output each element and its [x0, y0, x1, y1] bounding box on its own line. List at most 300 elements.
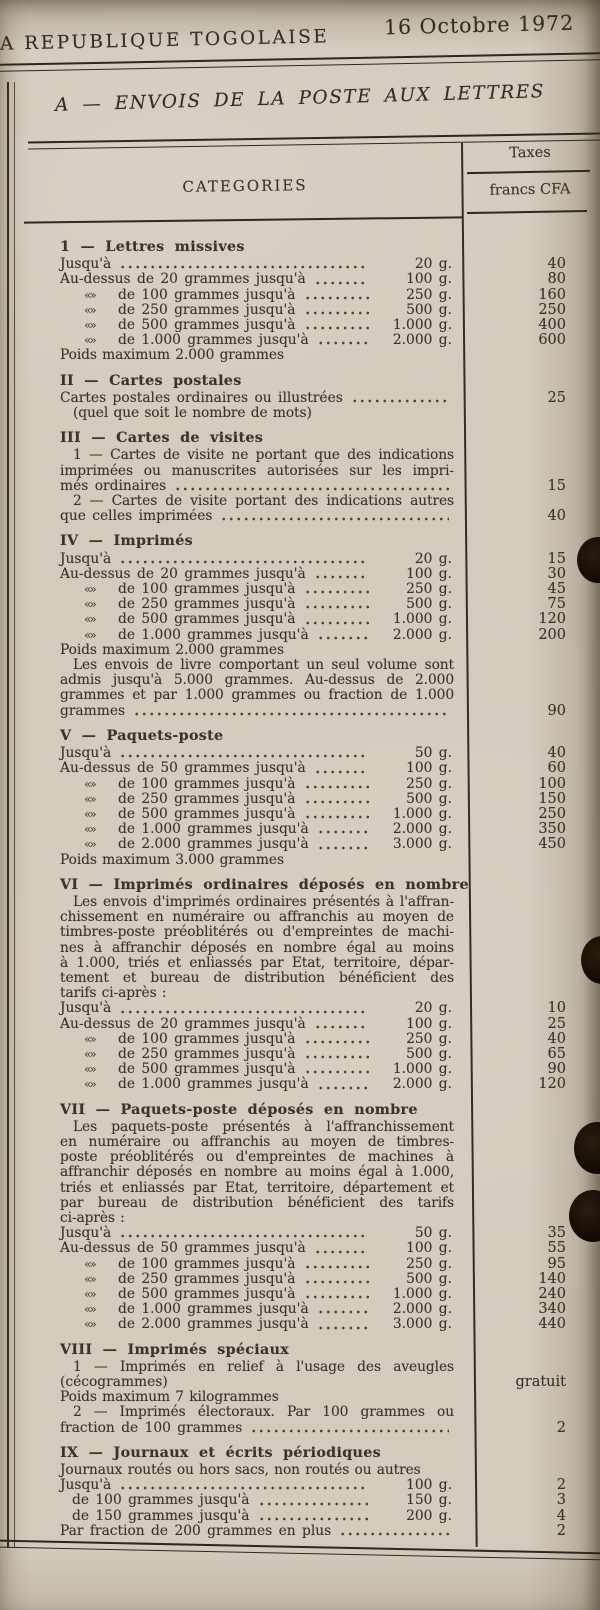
tax-value: 3	[556, 1492, 566, 1509]
weight-value: 2.000 g.	[392, 1301, 452, 1318]
dot-leader	[304, 326, 369, 330]
row-content	[12, 1017, 462, 1032]
dot-leader	[220, 517, 449, 521]
tariff-table-body	[12, 230, 600, 1539]
dot-leader	[351, 399, 449, 403]
text-line: nes à affranchir déposés en nombre égal au moins	[60, 939, 454, 956]
text-line: ci-après :	[60, 1209, 125, 1226]
row-content	[12, 1062, 462, 1077]
tariff-row	[12, 704, 600, 719]
row-content	[12, 582, 462, 597]
dot-leader	[304, 1295, 369, 1299]
tariff-row	[12, 792, 600, 807]
dot-leader	[339, 1532, 449, 1536]
row-content	[12, 288, 462, 303]
row-label: de 1.000 grammes jusqu'à	[118, 332, 309, 349]
text-line: Poids maximum 7 kilogrammes	[60, 1389, 279, 1406]
tax-value: 25	[547, 1015, 566, 1032]
dot-leader	[304, 800, 369, 804]
text-line: poste préoblitérés ou d'empreintes de machines à	[60, 1149, 454, 1166]
row-content	[12, 1317, 462, 1332]
weight-value: 1.000 g.	[392, 805, 452, 822]
text-line: chissement en numéraire ou affranchis au moyen de	[60, 909, 454, 926]
tax-value: 60	[547, 760, 566, 777]
dot-leader	[314, 575, 369, 579]
row-content	[12, 761, 462, 776]
dot-leader	[304, 296, 369, 300]
tax-value: 45	[547, 581, 566, 598]
tariff-section	[12, 1103, 600, 1333]
row-label: de 500 grammes jusqu'à	[118, 1061, 296, 1078]
tariff-row	[12, 777, 600, 792]
tariff-row	[12, 391, 600, 406]
text-line: 2 — Cartes de visite portant des indications autres	[73, 493, 454, 510]
text-line: 2 — Imprimés électoraux. Par 100 grammes ou	[73, 1404, 454, 1421]
dot-leader	[317, 341, 369, 345]
tax-value: 90	[547, 1061, 566, 1078]
tariff-section	[12, 534, 600, 718]
row-label: (cécogrammes)	[60, 1374, 168, 1391]
tariff-section	[12, 431, 600, 524]
weight-value: 20 g.	[414, 550, 452, 567]
dot-leader	[258, 1502, 369, 1506]
row-content	[12, 1375, 462, 1390]
dot-leader	[304, 815, 369, 819]
tax-unit-rule	[467, 210, 587, 214]
row-content	[12, 391, 462, 406]
weight-value: 1.000 g.	[392, 1061, 452, 1078]
tax-value: 150	[538, 790, 566, 807]
dot-leader	[304, 590, 369, 594]
weight-value: 2.000 g.	[392, 821, 452, 838]
tax-value: 10	[547, 1000, 566, 1017]
ditto-mark: «»	[84, 1062, 95, 1077]
ditto-mark: «»	[84, 627, 95, 642]
row-label: Au-dessus de 50 grammes jusqu'à	[60, 760, 306, 777]
tariff-row	[12, 272, 600, 287]
dot-leader	[304, 621, 369, 625]
row-content	[12, 333, 462, 348]
dot-leader	[317, 636, 369, 640]
dot-leader	[119, 560, 369, 564]
table-bottom-rule	[0, 1539, 600, 1560]
weight-value: 150 g.	[406, 1492, 452, 1509]
text-line: (quel que soit le nombre de mots)	[73, 405, 312, 422]
ditto-mark: «»	[84, 806, 95, 821]
tax-value: 2	[556, 1477, 566, 1494]
tax-value: 440	[538, 1316, 566, 1333]
section-heading: VII — Paquets-poste déposés en nombre	[60, 1101, 418, 1118]
tax-value: 40	[547, 745, 566, 762]
ditto-mark: «»	[84, 822, 95, 837]
weight-value: 1.000 g.	[392, 611, 452, 628]
ditto-mark: «»	[84, 1271, 95, 1286]
weight-value: 2.000 g.	[392, 626, 452, 643]
text-line: timbres-poste préoblitérés ou d'empreintes de machi-	[60, 924, 454, 941]
dot-leader	[304, 311, 369, 315]
column-header-tax-unit: francs CFA	[489, 181, 571, 199]
row-content	[12, 1478, 462, 1493]
dot-leader	[119, 754, 369, 758]
weight-value: 100 g.	[406, 1240, 452, 1257]
tariff-row	[12, 1257, 600, 1272]
text-line: à 1.000, triés et enliassés par Etat, territoire, dépar-	[60, 954, 454, 971]
tax-value: 400	[538, 317, 566, 334]
tariff-section	[12, 729, 600, 868]
dot-leader	[317, 1326, 369, 1330]
tariff-row	[12, 1017, 600, 1032]
weight-value: 2.000 g.	[392, 1076, 452, 1093]
ditto-mark: «»	[84, 1031, 95, 1046]
dot-leader	[304, 785, 369, 789]
row-label: de 100 grammes jusqu'à	[118, 1255, 296, 1272]
tax-value: 120	[538, 611, 566, 628]
tariff-row	[12, 597, 600, 612]
row-label: que celles imprimées	[60, 508, 213, 525]
tariff-row	[12, 1001, 600, 1016]
weight-value: 2.000 g.	[392, 332, 452, 349]
row-content	[12, 1001, 462, 1016]
row-label: Au-dessus de 50 grammes jusqu'à	[60, 1240, 306, 1257]
row-label: de 1.000 grammes jusqu'à	[118, 821, 309, 838]
row-label: Jusqu'à	[60, 1225, 112, 1242]
row-content	[12, 1047, 462, 1062]
row-label: de 2.000 grammes jusqu'à	[118, 836, 309, 853]
tariff-row	[12, 509, 600, 524]
row-label: Au-dessus de 20 grammes jusqu'à	[60, 271, 306, 288]
text-line: triés et enliassés par Etat, territoire, département et	[60, 1179, 454, 1196]
text-line: tement et bureau de distribution bénéficient des	[60, 969, 454, 986]
row-content	[12, 303, 462, 318]
row-label: de 500 grammes jusqu'à	[118, 1286, 296, 1302]
row-label: de 500 grammes jusqu'à	[118, 611, 296, 628]
row-content	[12, 318, 462, 333]
tax-value: 55	[547, 1240, 566, 1257]
tax-header-rule	[467, 170, 590, 174]
tariff-section	[12, 1446, 600, 1539]
row-content	[12, 597, 462, 612]
row-content	[12, 612, 462, 627]
dot-leader	[119, 1234, 369, 1238]
weight-value: 3.000 g.	[392, 1316, 452, 1333]
tariff-row	[12, 318, 600, 333]
weight-value: 250 g.	[406, 1255, 452, 1272]
row-content	[12, 1077, 462, 1092]
weight-value: 3.000 g.	[392, 836, 452, 853]
row-content	[12, 479, 462, 494]
column-header-taxes: Taxes	[509, 144, 551, 162]
tax-value: 40	[547, 256, 566, 273]
tax-value: 100	[538, 775, 566, 792]
tax-value: 15	[547, 477, 566, 494]
row-label: Jusqu'à	[60, 550, 112, 567]
row-content	[12, 1032, 462, 1047]
tariff-row	[12, 1077, 600, 1092]
row-content	[12, 1241, 462, 1256]
row-content	[12, 1509, 462, 1524]
tariff-row	[12, 1302, 600, 1317]
ditto-mark: «»	[84, 776, 95, 791]
tax-value: 90	[547, 702, 566, 719]
section-heading: 1 — Lettres missives	[60, 239, 245, 255]
row-label: Jusqu'à	[60, 256, 112, 273]
text-line: Poids maximum 2.000 grammes	[60, 641, 284, 658]
row-label: grammes	[60, 702, 126, 719]
row-content	[12, 1493, 462, 1508]
tax-value: 4	[556, 1507, 566, 1524]
tariff-row	[12, 567, 600, 582]
ditto-mark: «»	[84, 318, 95, 333]
weight-value: 100 g.	[406, 1015, 452, 1032]
text-line: par bureau de distribution bénéficient des tarifs	[60, 1194, 454, 1211]
ditto-mark: «»	[84, 1256, 95, 1271]
dot-leader	[314, 1025, 369, 1029]
tax-value: 15	[547, 550, 566, 567]
section-heading: V — Paquets-poste	[60, 727, 224, 744]
tax-value: 250	[538, 301, 566, 318]
text-line: Les envois de livre comportant un seul volume sont	[73, 657, 454, 674]
dot-leader	[174, 487, 449, 491]
dot-leader	[304, 1055, 369, 1059]
text-line: tarifs ci-après :	[60, 985, 167, 1002]
tariff-row	[12, 612, 600, 627]
tariff-row	[12, 1241, 600, 1256]
row-content	[12, 746, 462, 761]
ditto-mark: «»	[84, 287, 95, 302]
dot-leader	[304, 605, 369, 609]
weight-value: 500 g.	[406, 301, 452, 318]
tariff-row	[12, 822, 600, 837]
row-label: Au-dessus de 20 grammes jusqu'à	[60, 1015, 306, 1032]
weight-value: 1.000 g.	[392, 1286, 452, 1302]
tax-value: 2	[556, 1419, 566, 1436]
section-heading: VIII — Imprimés spéciaux	[60, 1341, 290, 1358]
row-label: de 100 grammes jusqu'à	[118, 581, 296, 598]
tax-value: 450	[538, 836, 566, 853]
tax-value: 140	[538, 1270, 566, 1287]
text-line: affranchir déposés en nombre au moins égal à 1.000,	[60, 1164, 454, 1181]
row-content	[12, 1272, 462, 1287]
section-heading: IX — Journaux et écrits périodiques	[60, 1444, 381, 1461]
ditto-mark: «»	[84, 612, 95, 627]
text-line: grammes et par 1.000 grammes ou fraction de 1.000	[60, 687, 454, 704]
issue-date: 16 Octobre 1972	[383, 10, 575, 40]
dot-leader	[304, 1265, 369, 1269]
document-title: A — ENVOIS DE LA POSTE AUX LETTRES	[54, 81, 546, 116]
dot-leader	[304, 1040, 369, 1044]
row-content	[12, 1287, 462, 1302]
tariff-row	[12, 837, 600, 852]
tariff-row	[12, 628, 600, 643]
tariff-row	[12, 1375, 600, 1390]
row-content	[12, 272, 462, 287]
row-label: de 250 grammes jusqu'à	[118, 1270, 296, 1287]
row-content	[12, 628, 462, 643]
weight-value: 100 g.	[406, 565, 452, 582]
ditto-mark: «»	[84, 1317, 95, 1332]
dot-leader	[314, 1250, 369, 1254]
ditto-mark: «»	[84, 582, 95, 597]
text-line: admis jusqu'à 5.000 grammes. Au-dessus de 2.000	[60, 672, 454, 689]
tax-value: 35	[547, 1225, 566, 1242]
row-label: de 250 grammes jusqu'à	[118, 301, 296, 318]
tariff-row	[12, 1032, 600, 1047]
tariff-row	[12, 1421, 600, 1436]
row-content	[12, 567, 462, 582]
row-label: de 500 grammes jusqu'à	[118, 317, 296, 334]
text-line: 1 — Imprimés en relief à l'usage des aveugles	[73, 1358, 454, 1375]
weight-value: 20 g.	[414, 256, 452, 273]
tax-value: 40	[547, 1030, 566, 1047]
dot-leader	[317, 1086, 369, 1090]
tariff-row	[12, 1493, 600, 1508]
row-label: de 250 grammes jusqu'à	[118, 596, 296, 613]
masthead-rule	[0, 52, 600, 72]
weight-value: 250 g.	[406, 1030, 452, 1047]
tariff-row	[12, 303, 600, 318]
row-content	[12, 552, 462, 567]
dot-leader	[119, 265, 369, 269]
row-label: Jusqu'à	[60, 1477, 112, 1494]
row-content	[12, 792, 462, 807]
tariff-row	[12, 333, 600, 348]
text-line: Les paquets-poste présentés à l'affranchissement	[73, 1118, 454, 1135]
tariff-row	[12, 1287, 600, 1302]
tariff-row	[12, 761, 600, 776]
dot-leader	[119, 1486, 369, 1490]
dot-leader	[314, 281, 369, 285]
row-content	[12, 777, 462, 792]
tax-value: 95	[547, 1255, 566, 1272]
tariff-row	[12, 807, 600, 822]
weight-value: 1.000 g.	[392, 317, 452, 334]
tax-value: 250	[538, 805, 566, 822]
row-label: de 1.000 grammes jusqu'à	[118, 626, 309, 643]
row-label: de 1.000 grammes jusqu'à	[118, 1301, 309, 1318]
column-header-categories: CATEGORIES	[182, 176, 308, 196]
row-content	[12, 807, 462, 822]
ditto-mark: «»	[84, 837, 95, 852]
weight-value: 500 g.	[406, 1045, 452, 1062]
weight-value: 500 g.	[406, 596, 452, 613]
tax-value: 120	[538, 1076, 566, 1093]
section-heading: II — Cartes postales	[60, 372, 242, 389]
tariff-section	[12, 240, 600, 364]
weight-value: 100 g.	[406, 1477, 452, 1494]
tax-value: 40	[547, 508, 566, 525]
section-heading: III — Cartes de visites	[60, 430, 264, 447]
row-label: de 100 grammes jusqu'à	[118, 286, 296, 303]
tax-value: 600	[538, 332, 566, 349]
dot-leader	[317, 830, 369, 834]
weight-value: 500 g.	[406, 1270, 452, 1287]
tariff-section	[12, 878, 600, 1093]
ditto-mark: «»	[84, 302, 95, 317]
weight-value: 100 g.	[406, 760, 452, 777]
row-label: de 250 grammes jusqu'à	[118, 1045, 296, 1062]
weight-value: 250 g.	[406, 581, 452, 598]
weight-value: 50 g.	[414, 745, 452, 762]
text-line: Les envois d'imprimés ordinaires présentés à l'affran-	[73, 893, 454, 910]
ditto-mark: «»	[84, 333, 95, 348]
tax-value: 350	[538, 821, 566, 838]
tariff-row	[12, 479, 600, 494]
tariff-row	[12, 1478, 600, 1493]
tariff-row	[12, 1272, 600, 1287]
weight-value: 20 g.	[414, 1000, 452, 1017]
dot-leader	[304, 1280, 369, 1284]
row-label: de 150 grammes jusqu'à	[72, 1507, 250, 1524]
tax-value: 80	[547, 271, 566, 288]
ditto-mark: «»	[84, 1302, 95, 1317]
ditto-mark: «»	[84, 1046, 95, 1061]
dot-leader	[317, 846, 369, 850]
dot-leader	[119, 1010, 369, 1014]
row-label: Au-dessus de 20 grammes jusqu'à	[60, 565, 306, 582]
tax-value: 30	[547, 565, 566, 582]
row-content	[12, 257, 462, 272]
text-line: 1 — Cartes de visite ne portant que des indications	[73, 447, 454, 464]
section-heading: VI — Imprimés ordinaires déposés en nombre	[60, 876, 469, 893]
row-label: més ordinaires	[60, 477, 167, 494]
text-line: en numéraire ou affranchis au moyen de timbres-	[60, 1133, 454, 1150]
tariff-section	[12, 374, 600, 422]
row-label: Par fraction de 200 grammes en plus	[60, 1522, 332, 1539]
dot-leader	[250, 1429, 449, 1433]
row-label: fraction de 100 grammes	[60, 1419, 243, 1436]
tax-value: 340	[538, 1301, 566, 1318]
tariff-row	[12, 1509, 600, 1524]
categories-header-rule	[24, 216, 462, 226]
row-label: Jusqu'à	[60, 745, 112, 762]
tariff-row	[12, 1317, 600, 1332]
ditto-mark: «»	[84, 1287, 95, 1301]
tariff-row	[12, 582, 600, 597]
tariff-row	[12, 1062, 600, 1077]
dot-leader	[304, 1070, 369, 1074]
tariff-row	[12, 1524, 600, 1539]
row-content	[12, 822, 462, 837]
dot-leader	[317, 1310, 369, 1314]
row-content	[12, 1257, 462, 1272]
row-content	[12, 837, 462, 852]
weight-value: 200 g.	[406, 1507, 452, 1524]
row-label: de 250 grammes jusqu'à	[118, 790, 296, 807]
row-content	[12, 1302, 462, 1317]
row-label: de 1.000 grammes jusqu'à	[118, 1076, 309, 1093]
dot-leader	[133, 712, 449, 716]
weight-value: 250 g.	[406, 286, 452, 303]
journal-masthead: A REPUBLIQUE TOGOLAISE	[0, 26, 330, 55]
row-content	[12, 1524, 462, 1539]
dot-leader	[258, 1517, 369, 1521]
text-line: Poids maximum 3.000 grammes	[60, 851, 284, 868]
text-line: imprimées ou manuscrites autorisées sur les impri-	[60, 462, 454, 479]
weight-value: 500 g.	[406, 790, 452, 807]
row-label: de 100 grammes jusqu'à	[72, 1492, 250, 1509]
row-label: de 500 grammes jusqu'à	[118, 805, 296, 822]
ditto-mark: «»	[84, 1077, 95, 1092]
row-label: de 100 grammes jusqu'à	[118, 1030, 296, 1047]
row-label: de 2.000 grammes jusqu'à	[118, 1316, 309, 1333]
tariff-row	[12, 552, 600, 567]
tax-value: 65	[547, 1045, 566, 1062]
row-label: Jusqu'à	[60, 1000, 112, 1017]
tariff-row	[12, 746, 600, 761]
ditto-mark: «»	[84, 791, 95, 806]
tariff-row	[12, 257, 600, 272]
row-content	[12, 704, 462, 719]
